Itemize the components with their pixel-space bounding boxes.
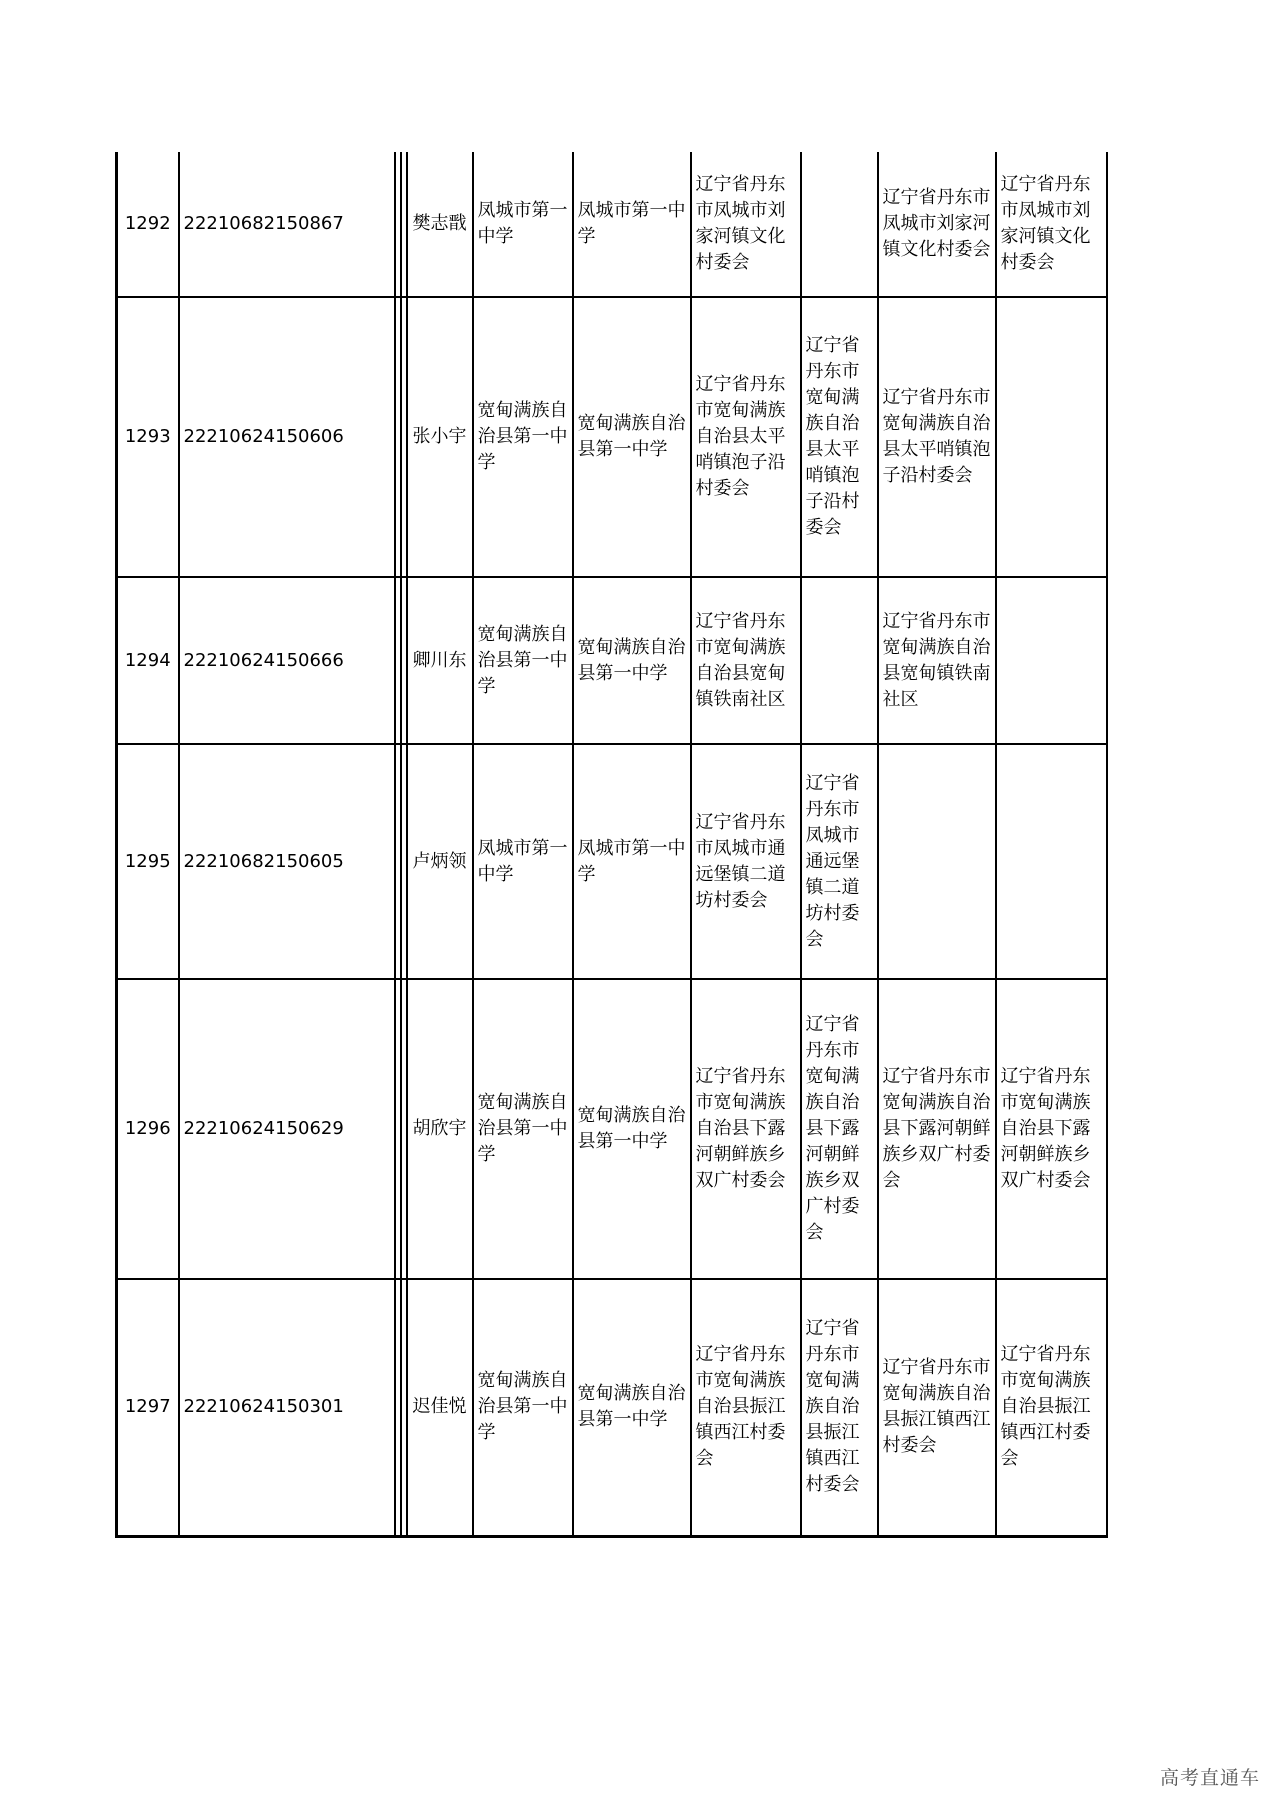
address-cell: 辽宁省丹东市宽甸满族自治县太平哨镇泡子沿村委会 <box>691 297 801 577</box>
address-cell: 辽宁省丹东市宽甸满族自治县下露河朝鲜族乡双广村委会 <box>996 979 1107 1279</box>
exam-id-cell: 22210624150666 <box>179 577 395 744</box>
address-cell: 辽宁省丹东市宽甸满族自治县太平哨镇泡子沿村委会 <box>801 297 878 577</box>
name-cell: 卿川东 <box>407 577 473 744</box>
unit-cell: 宽甸满族自治县第一中学 <box>573 1279 691 1536</box>
address-cell: 辽宁省丹东市宽甸满族自治县宽甸镇铁南社区 <box>878 577 996 744</box>
name-cell: 卢炳领 <box>407 744 473 979</box>
address-cell <box>996 744 1107 979</box>
table-row <box>117 152 1107 297</box>
address-cell <box>801 152 878 297</box>
unit-cell: 凤城市第一中学 <box>573 744 691 979</box>
watermark: 高考直通车 <box>1159 1767 1260 1789</box>
address-cell: 辽宁省丹东市宽甸满族自治县太平哨镇泡子沿村委会 <box>878 297 996 577</box>
exam-id-cell: 22210682150605 <box>179 744 395 979</box>
school-cell: 宽甸满族自治县第一中学 <box>473 577 573 744</box>
name-cell: 迟佳悦 <box>407 1279 473 1536</box>
name-cell: 胡欣宇 <box>407 979 473 1279</box>
exam-id-cell: 22210682150867 <box>179 152 395 297</box>
name-cell: 樊志戬 <box>407 152 473 297</box>
address-cell: 辽宁省丹东市凤城市通远堡镇二道坊村委会 <box>691 744 801 979</box>
unit-cell: 宽甸满族自治县第一中学 <box>573 297 691 577</box>
serial-number-cell: 1295 <box>117 744 179 979</box>
table-row <box>117 297 1107 577</box>
address-cell: 辽宁省丹东市宽甸满族自治县下露河朝鲜族乡双广村委会 <box>878 979 996 1279</box>
table-row <box>117 979 1107 1279</box>
address-cell: 辽宁省丹东市宽甸满族自治县宽甸镇铁南社区 <box>691 577 801 744</box>
address-cell <box>878 744 996 979</box>
school-cell: 宽甸满族自治县第一中学 <box>473 1279 573 1536</box>
unit-cell: 凤城市第一中学 <box>573 152 691 297</box>
address-cell: 辽宁省丹东市宽甸满族自治县振江镇西江村委会 <box>878 1279 996 1536</box>
table-row <box>117 1279 1107 1536</box>
address-cell: 辽宁省丹东市宽甸满族自治县下露河朝鲜族乡双广村委会 <box>691 979 801 1279</box>
address-cell <box>996 297 1107 577</box>
exam-id-cell: 22210624150301 <box>179 1279 395 1536</box>
school-cell: 宽甸满族自治县第一中学 <box>473 979 573 1279</box>
table-row <box>117 577 1107 744</box>
address-cell: 辽宁省丹东市凤城市刘家河镇文化村委会 <box>878 152 996 297</box>
serial-number-cell: 1294 <box>117 577 179 744</box>
address-cell: 辽宁省丹东市凤城市通远堡镇二道坊村委会 <box>801 744 878 979</box>
address-cell <box>996 577 1107 744</box>
name-cell: 张小宇 <box>407 297 473 577</box>
address-cell: 辽宁省丹东市凤城市刘家河镇文化村委会 <box>691 152 801 297</box>
school-cell: 凤城市第一中学 <box>473 744 573 979</box>
roster-table <box>115 152 1108 1538</box>
address-cell: 辽宁省丹东市宽甸满族自治县振江镇西江村委会 <box>801 1279 878 1536</box>
unit-cell: 宽甸满族自治县第一中学 <box>573 979 691 1279</box>
serial-number-cell: 1293 <box>117 297 179 577</box>
exam-id-cell: 22210624150629 <box>179 979 395 1279</box>
address-cell: 辽宁省丹东市宽甸满族自治县振江镇西江村委会 <box>691 1279 801 1536</box>
school-cell: 凤城市第一中学 <box>473 152 573 297</box>
serial-number-cell: 1297 <box>117 1279 179 1536</box>
exam-id-cell: 22210624150606 <box>179 297 395 577</box>
school-cell: 宽甸满族自治县第一中学 <box>473 297 573 577</box>
roster-sheet <box>115 152 1105 1538</box>
address-cell: 辽宁省丹东市宽甸满族自治县下露河朝鲜族乡双广村委会 <box>801 979 878 1279</box>
serial-number-cell: 1292 <box>117 152 179 297</box>
address-cell: 辽宁省丹东市宽甸满族自治县振江镇西江村委会 <box>996 1279 1107 1536</box>
serial-number-cell: 1296 <box>117 979 179 1279</box>
address-cell: 辽宁省丹东市凤城市刘家河镇文化村委会 <box>996 152 1107 297</box>
unit-cell: 宽甸满族自治县第一中学 <box>573 577 691 744</box>
table-row <box>117 744 1107 979</box>
address-cell <box>801 577 878 744</box>
